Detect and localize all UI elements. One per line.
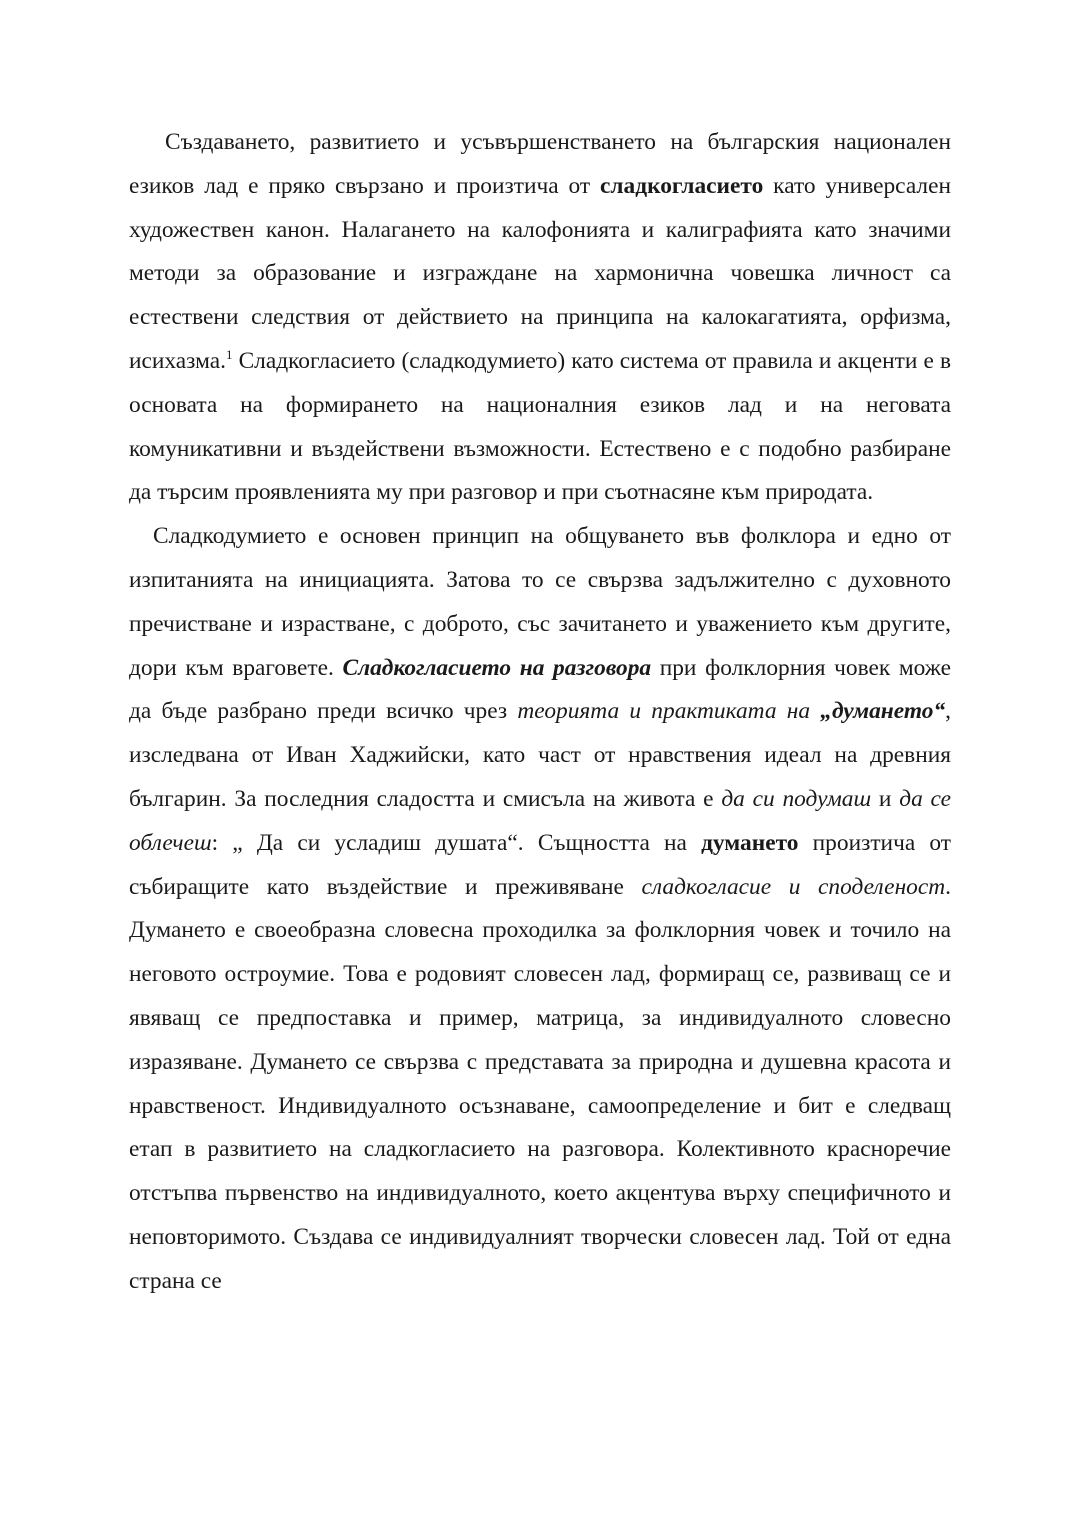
- text-run: : „ Да си усладиш душата“. Същността на: [211, 829, 702, 856]
- text-run: при фолклорния човек може да бъде разбрано преди всичко чрез: [129, 654, 951, 725]
- italic-phrase: да си подумаш: [721, 785, 872, 812]
- italic-phrase: теорията и практиката на: [517, 698, 821, 725]
- paragraph-2: [129, 515, 951, 1303]
- text-run: Сладкодумието е основен принцип на общуването във фолклора и едно от изпитанията на инициацията. Затова то се свързва задължително с духовното пречистване и израстване, с доброто, със зачитането и уважението към другите, дори към враговете.: [129, 523, 951, 681]
- italic-phrase: да се облечеш: [129, 785, 951, 856]
- text-run: произтича от събиращите като въздействие и преживяване: [129, 829, 951, 900]
- italic-phrase: сладкогласие и споделеност: [641, 873, 946, 900]
- text-run: , изследвана от Иван Хаджийски, като част от нравствения идеал на древния българин. За последния сладостта и смисъла на живота е: [129, 698, 952, 812]
- text-run: Създаването, развитието и усъвършенстването на българския национален езиков лад е пряко свързано и произтича от: [129, 129, 951, 199]
- bold-term-sladkoglasieto: сладкогласието: [600, 172, 764, 199]
- bold-term-dumaneto: думането: [701, 829, 799, 856]
- bold-italic-term: „думането“: [820, 698, 946, 725]
- text-run: . Думането е своеобразна словесна проходилка за фолклорния човек и точило на неговото остроумие. Това е родовият словесен лад, формиращ се, развиващ се и явяващ се предпоставка и пример, матрица, за индивидуалното словесно изразяване. Думането се свързва с представата за природна и душевна красота и нравственост. Индивидуалното осъзнаване, самоопределение и бит е следващ етап в развитието на сладкогласието на разговора. Колективното красноречие отстъпва първенство на индивидуалното, което акцентува върху специфичното и неповторимото. Създава се индивидуалният творчески словесен лад. Той от една страна се: [129, 873, 951, 1294]
- paragraph-1: [129, 121, 951, 515]
- text-run: като универсален художествен канон. Налагането на калофонията и калиграфията като значими методи за образование и изграждане на хармонична човешка личност са естествени следствия от действието на принципа на калокагатията, орфизма, исихазма.: [129, 172, 952, 374]
- bold-italic-term: Сладкогласието на разговора: [342, 654, 652, 681]
- text-run: и: [871, 785, 900, 812]
- body-text: [129, 121, 951, 1304]
- footnote-marker[interactable]: 1: [225, 346, 233, 362]
- text-run: Сладкогласието (сладкодумието) като система от правила и акценти е в основата на формирането на националния езиков лад и на неговата комуникативни и въздействени възможности. Естествено е с подобно разбиране да търсим проявленията му при разговор и при съотнасяне към природата.: [129, 347, 951, 506]
